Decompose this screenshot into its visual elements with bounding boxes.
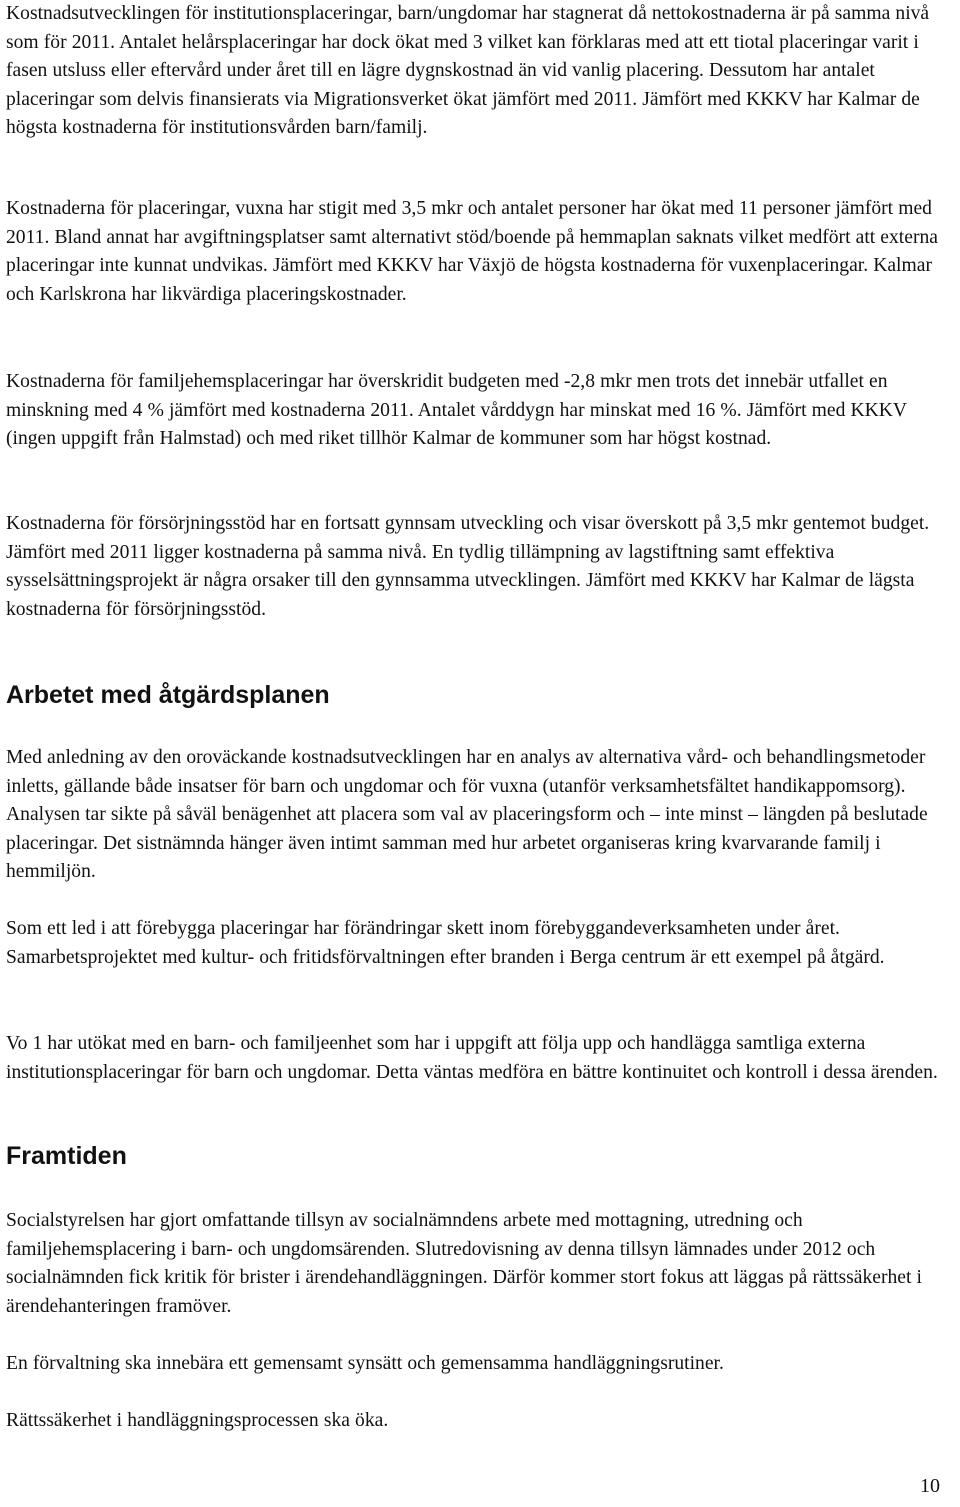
section-heading-action-plan: Arbetet med åtgärdsplanen <box>6 681 330 709</box>
paragraph-analysis: Med anledning av den oroväckande kostnadsutvecklingen har en analys av alternativa vård- och behandlingsmetoder inletts, gällande både insatser för barn och ungdomar och för vuxna (utanför verksamhetsfältet handikappomsorg). Analysen tar sikte på såväl benägenhet att placera som val av placeringsform och – inte minst – längden på beslutade placeringar. Det sistnämnda hänger även intimt samman med hur arbetet organiseras kring kvarvarande familj i hemmiljön. <box>6 747 928 883</box>
paragraph-foster-home-costs: Kostnaderna för familjehemsplaceringar har överskridit budgeten med -2,8 mkr men trots det innebär utfallet en minskning med 4 % jämfört med kostnaderna 2011. Antalet vårddygn har minskat med 16 %. Jämfört med KKKV (ingen uppgift från Halmstad) och med riket tillhör Kalmar de kommuner som har högst kostnad. <box>6 371 907 450</box>
section-heading-future: Framtiden <box>6 1142 127 1170</box>
paragraph-income-support: Kostnaderna för försörjningsstöd har en fortsatt gynnsam utveckling och visar överskott på 3,5 mkr gentemot budget. Jämfört med 2011 ligger kostnaderna på samma nivå. En tydlig tillämpning av lagstiftning samt effektiva sysselsättningsprojekt är några orsaker till den gynnsamma utvecklingen. Jämfört med KKKV har Kalmar de lägsta kostnaderna för försörjningsstöd. <box>6 513 930 620</box>
paragraph-supervision: Socialstyrelsen har gjort omfattande tillsyn av socialnämndens arbete med mottagning, utredning och familjehemsplacering i barn- och ungdomsärenden. Slutredovisning av denna tillsyn lämnades under 2012 och socialnämnden fick kritik för brister i ärendehandläggningen. Därför kommer stort fokus att läggas på rättssäkerhet i ärendehanteringen framöver. <box>6 1210 922 1317</box>
paragraph-family-unit: Vo 1 har utökat med en barn- och familjeenhet som har i uppgift att följa upp och handlägga samtliga externa institutionsplaceringar för barn och ungdomar. Detta väntas medföra en bättre kontinuitet och kontroll i dessa ärenden. <box>6 1033 938 1083</box>
paragraph-prevention: Som ett led i att förebygga placeringar har förändringar skett inom förebyggandeverksamheten under året. Samarbetsprojektet med kultur- och fritidsförvaltningen efter branden i Berga centrum är ett exempel på åtgärd. <box>6 918 885 968</box>
paragraph-common-approach: En förvaltning ska innebära ett gemensamt synsätt och gemensamma handläggningsrutiner. <box>6 1353 724 1374</box>
paragraph-institution-costs: Kostnadsutvecklingen för institutionsplaceringar, barn/ungdomar har stagnerat då nettokostnaderna är på samma nivå som för 2011. Antalet helårsplaceringar har dock ökat med 3 vilket kan förklaras med att ett tiotal placeringar varit i fasen utsluss eller eftervård under året till en lägre dygnskostnad än vid vanlig placering. Dessutom har antalet placeringar som delvis finansierats via Migrationsverket ökat jämfört med 2011. Jämfört med KKKV har Kalmar de högsta kostnaderna för institutionsvården barn/familj. <box>6 3 930 139</box>
page-number: 10 <box>920 1475 940 1497</box>
paragraph-adult-placement-costs: Kostnaderna för placeringar, vuxna har stigit med 3,5 mkr och antalet personer har ökat med 11 personer jämfört med 2011. Bland annat har avgiftningsplatser samt alternativt stöd/boende på hemmaplan saknats vilket medfört att externa placeringar inte kunnat undvikas. Jämfört med KKKV har Växjö de högsta kostnaderna för vuxenplaceringar. Kalmar och Karlskrona har likvärdiga placeringskostnader. <box>6 198 938 305</box>
paragraph-legal-certainty: Rättssäkerhet i handläggningsprocessen ska öka. <box>6 1410 389 1431</box>
